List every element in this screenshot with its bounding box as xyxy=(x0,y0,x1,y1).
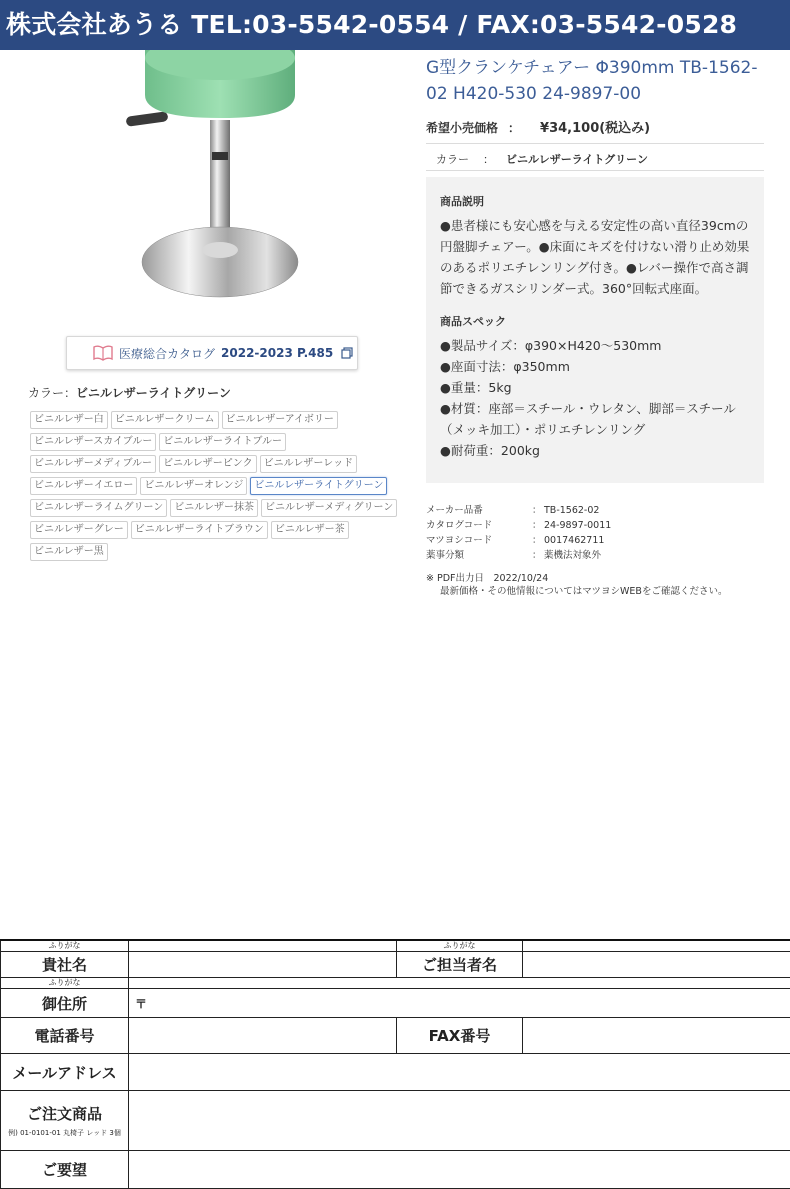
color-variant-chip[interactable]: ビニルレザーピンク xyxy=(159,455,257,473)
base-hub xyxy=(202,242,238,258)
catalog-name: 医療総合カタログ xyxy=(119,346,216,361)
fax-label: FAX番号 xyxy=(397,1018,523,1054)
color-variant-chip[interactable]: ビニルレザーライムグリーン xyxy=(30,499,167,517)
spec-item: ●座面寸法：φ350mm xyxy=(440,359,570,374)
color-variant-chip[interactable]: ビニルレザーライトブラウン xyxy=(131,521,268,539)
header-contact-bar: 株式会社あうる TEL:03-5542-0554 / FAX:03-5542-0528 xyxy=(0,0,790,50)
company-label: 貴社名 xyxy=(1,952,129,978)
meta-val: 0017462711 xyxy=(544,535,605,546)
contact-furigana-field[interactable] xyxy=(523,940,790,952)
order-form xyxy=(0,939,790,1189)
color-variant-chip[interactable]: ビニルレザーメディグリーン xyxy=(261,499,397,517)
variant-row xyxy=(30,411,410,429)
divider xyxy=(426,170,764,171)
order-example: 例) 01-0101-01 丸椅子 レッド 3個 xyxy=(8,1129,121,1137)
pdf-disclaimer: 最新価格・その他情報についてはマツヨシWEBをご確認ください。 xyxy=(440,586,728,597)
color-variant-chip[interactable]: ビニルレザーライトブルー xyxy=(159,433,286,451)
request-label: ご要望 xyxy=(1,1151,129,1189)
variant-row xyxy=(30,499,410,517)
disc-base xyxy=(142,227,298,297)
meta-row xyxy=(426,518,611,533)
color-variant-chip[interactable]: ビニルレザーレッド xyxy=(260,455,357,473)
color-key: カラー xyxy=(436,153,469,166)
meta-sep: ： xyxy=(532,550,542,561)
color-variant-chip[interactable]: ビニルレザースカイブルー xyxy=(30,433,156,451)
email-field[interactable] xyxy=(129,1054,790,1091)
meta-key: カタログコード xyxy=(426,520,493,531)
address-label: 御住所 xyxy=(1,989,129,1018)
product-image xyxy=(120,50,320,305)
meta-key: マツヨシコード xyxy=(426,535,493,546)
meta-key: メーカー品番 xyxy=(426,505,483,516)
phone-label: 電話番号 xyxy=(1,1018,129,1054)
color-variant-chip[interactable]: ビニルレザーグレー xyxy=(30,521,128,539)
request-field[interactable] xyxy=(129,1151,790,1189)
color-separator: ： xyxy=(483,153,494,166)
price-value: ¥34,100(税込み) xyxy=(540,121,651,136)
contact-label: ご担当者名 xyxy=(397,952,523,978)
spec-item: ●重量：5kg xyxy=(440,380,512,395)
color-variant-chip[interactable]: ビニルレザーイエロー xyxy=(30,477,137,495)
variant-row xyxy=(30,433,410,451)
cylinder-ring xyxy=(212,152,228,160)
variant-row xyxy=(30,543,410,561)
divider xyxy=(426,143,764,144)
color-variant-chip[interactable]: ビニルレザーアイボリー xyxy=(222,411,338,429)
copy-icon xyxy=(341,347,353,359)
price-row xyxy=(426,117,650,136)
description-heading: 商品説明 xyxy=(440,195,484,208)
product-meta xyxy=(426,503,611,563)
description-box xyxy=(426,177,764,483)
meta-sep: ： xyxy=(532,505,542,516)
variant-color-label: カラー：ビニルレザーライトグリーン xyxy=(28,386,231,400)
color-variant-chip[interactable]: ビニルレザーメディブルー xyxy=(30,455,156,473)
spec-item: ●製品サイズ：φ390×H420～530mm xyxy=(440,338,662,353)
furigana-label: ふりがな xyxy=(1,978,129,989)
order-field[interactable] xyxy=(129,1091,790,1151)
email-label: メールアドレス xyxy=(1,1054,129,1091)
phone-field[interactable] xyxy=(129,1018,397,1054)
color-variant-chip[interactable]: ビニルレザーライトグリーン xyxy=(250,477,387,495)
variant-row xyxy=(30,521,410,539)
color-variant-chip[interactable]: ビニルレザークリーム xyxy=(111,411,219,429)
color-value: ビニルレザーライトグリーン xyxy=(506,153,648,166)
variant-row xyxy=(30,455,410,473)
meta-val: 薬機法対象外 xyxy=(544,550,602,561)
furigana-label: ふりがな xyxy=(1,940,129,952)
furigana-label: ふりがな xyxy=(397,940,523,952)
company-field[interactable] xyxy=(129,952,397,978)
fax-field[interactable] xyxy=(523,1018,790,1054)
spec-heading: 商品スペック xyxy=(440,315,506,328)
price-label: 希望小売価格 xyxy=(426,121,499,135)
address-furigana-field[interactable] xyxy=(129,978,790,989)
price-separator: ： xyxy=(508,121,521,135)
color-variant-chip[interactable]: ビニルレザー抹茶 xyxy=(170,499,258,517)
spec-list xyxy=(440,335,750,461)
meta-sep: ： xyxy=(532,535,542,546)
color-variant-list xyxy=(30,411,410,565)
company-furigana-field[interactable] xyxy=(129,940,397,952)
spec-item: ●耐荷重：200kg xyxy=(440,443,540,458)
meta-sep: ： xyxy=(532,520,542,531)
pdf-note xyxy=(426,572,727,598)
product-title: G型クランケチェアー Φ390mm TB-1562-02 H420-530 24-9897-00 xyxy=(426,58,758,104)
color-variant-chip[interactable]: ビニルレザー黒 xyxy=(30,543,108,561)
description-text: ●患者様にも安心感を与える安定性の高い直径39cmの円盤脚チェアー。●床面にキズを付けない滑り止め効果のあるポリエチレンリング付き。●レバー操作で高さ調節できるガスシリンダー式。360°回転式座面。 xyxy=(440,218,750,296)
color-variant-chip[interactable]: ビニルレザーオレンジ xyxy=(140,477,247,495)
catalog-page-button[interactable] xyxy=(66,336,358,370)
height-lever xyxy=(126,111,169,127)
color-variant-chip[interactable]: ビニルレザー茶 xyxy=(271,521,349,539)
address-field[interactable]: 〒 xyxy=(129,989,790,1018)
catalog-edition: 2022-2023 P.485 xyxy=(221,346,334,360)
pdf-date: ※ PDF出力日 2022/10/24 xyxy=(426,573,549,584)
color-variant-chip[interactable]: ビニルレザー白 xyxy=(30,411,108,429)
meta-row xyxy=(426,533,611,548)
open-book-icon xyxy=(93,345,113,361)
order-label: ご注文商品 例) 01-0101-01 丸椅子 レッド 3個 xyxy=(1,1091,129,1151)
variant-row xyxy=(30,477,410,495)
meta-row xyxy=(426,503,611,518)
color-row xyxy=(436,151,648,167)
spec-item: ●材質：座部＝スチール・ウレタン、脚部＝スチール（メッキ加工）・ポリエチレンリング xyxy=(440,401,736,437)
contact-field[interactable] xyxy=(523,952,790,978)
meta-key: 薬事分類 xyxy=(426,550,465,561)
meta-val: 24-9897-0011 xyxy=(544,520,612,531)
meta-row xyxy=(426,548,611,563)
meta-val: TB-1562-02 xyxy=(544,505,600,516)
